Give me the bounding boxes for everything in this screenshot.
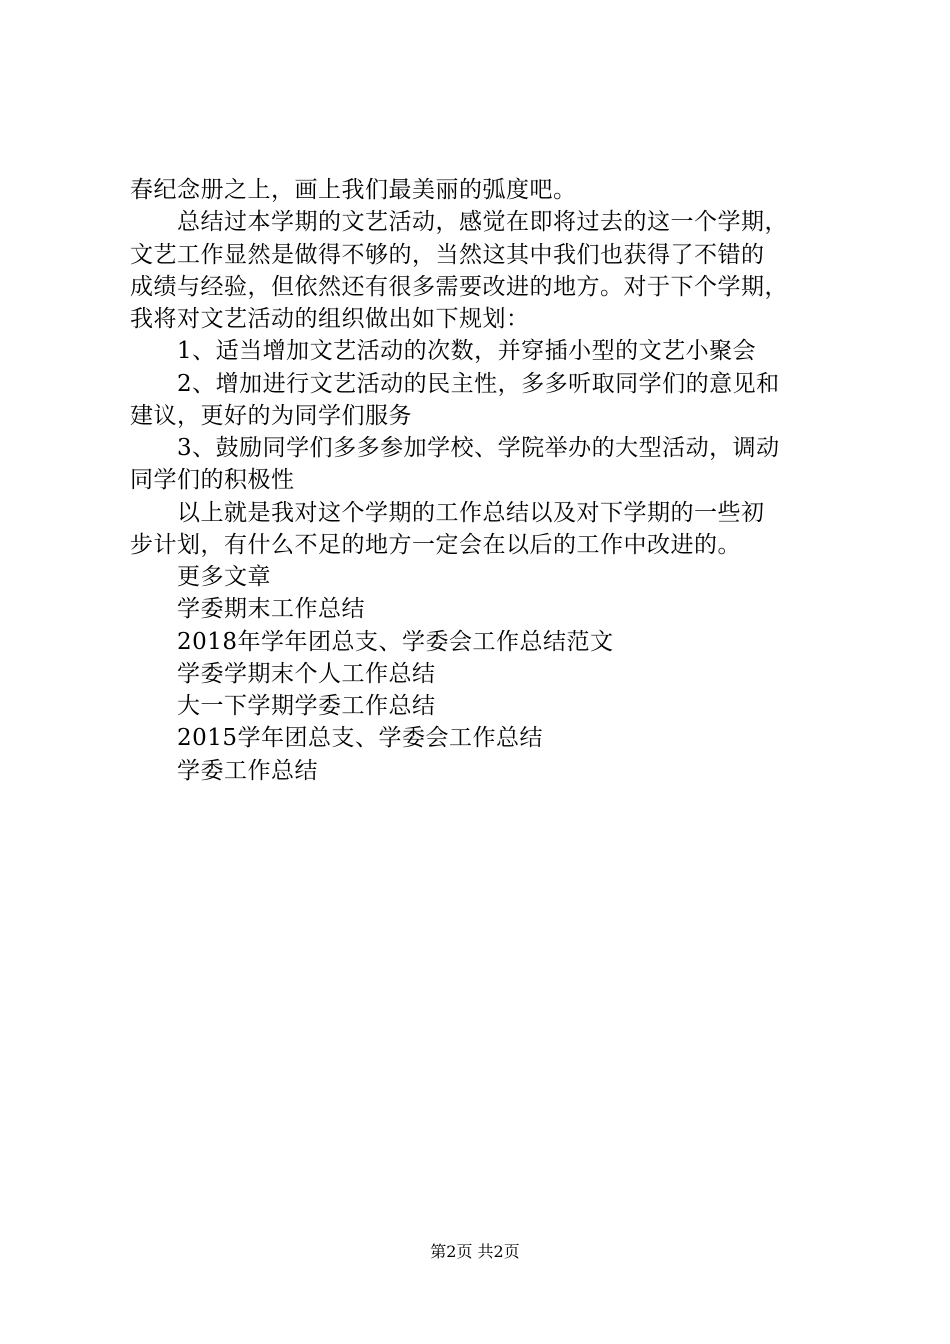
list-item: 3、鼓励同学们多多参加学校、学院举办的大型活动，调动 [177,435,780,461]
article-link[interactable]: 学委学期末个人工作总结 [177,661,436,687]
body-line: 文艺工作显然是做得不够的，当然这其中我们也获得了不错的 [130,242,765,268]
more-articles-heading: 更多文章 [177,564,271,590]
body-line: 总结过本学期的文艺活动，感觉在即将过去的这一个学期， [177,209,788,235]
article-link[interactable]: 学委期末工作总结 [177,596,365,622]
article-link[interactable]: 2015学年团总支、学委会工作总结 [177,725,544,751]
list-item: 1、适当增加文艺活动的次数，并穿插小型的文艺小聚会 [177,338,757,364]
article-link[interactable]: 学委工作总结 [177,758,318,784]
body-line: 建议，更好的为同学们服务 [130,403,412,429]
body-line: 步计划，有什么不足的地方一定会在以后的工作中改进的。 [130,532,741,558]
body-line: 同学们的积极性 [130,467,295,493]
article-link[interactable]: 2018年学年团总支、学委会工作总结范文 [177,629,614,655]
body-line: 春纪念册之上，画上我们最美丽的弧度吧。 [130,177,577,203]
page-number-label: 第2页 共2页 [430,1242,520,1261]
article-link[interactable]: 大一下学期学委工作总结 [177,693,436,719]
body-line: 以上就是我对这个学期的工作总结以及对下学期的一些初 [177,500,765,526]
list-item: 2、增加进行文艺活动的民主性，多多听取同学们的意见和 [177,371,780,397]
page-footer [0,1241,950,1263]
body-line: 我将对文艺活动的组织做出如下规划： [130,306,530,332]
body-line: 成绩与经验，但依然还有很多需要改进的地方。对于下个学期， [130,274,788,300]
